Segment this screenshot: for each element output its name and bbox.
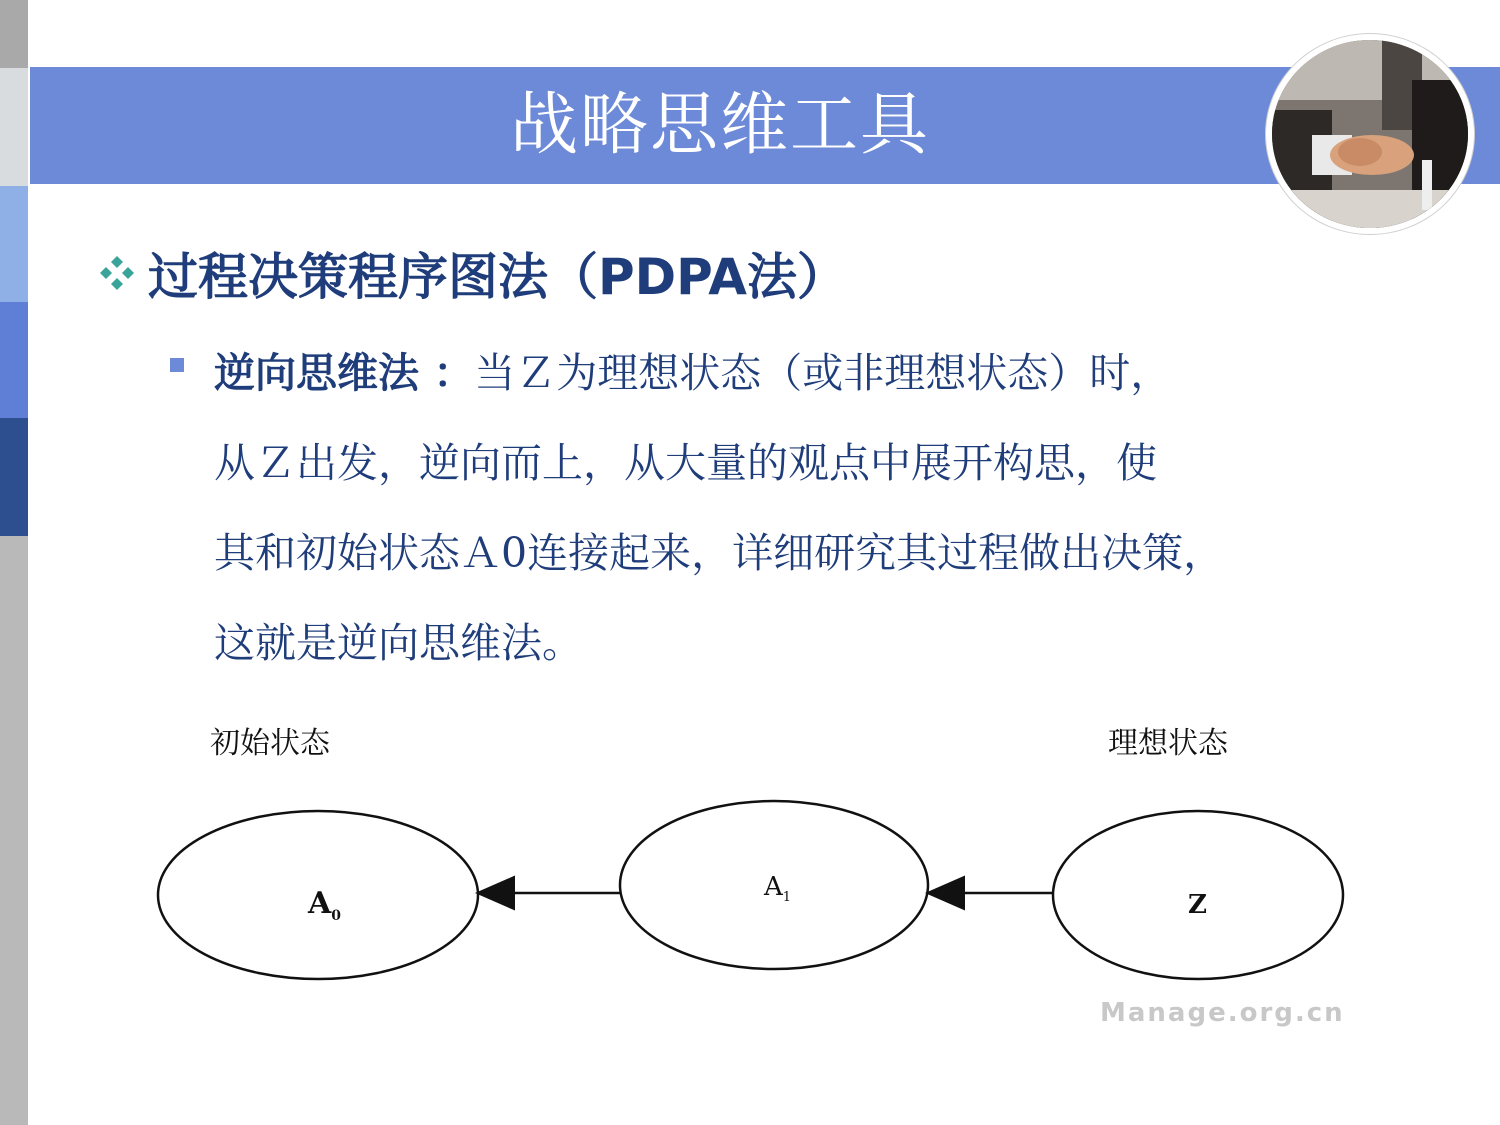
body-line-text: 这就是逆向思维法。 <box>214 619 583 667</box>
body-line <box>168 508 1428 598</box>
slide-title: 战略思维工具 <box>509 86 930 165</box>
node-z-label: Z <box>1188 890 1207 920</box>
node-a0-subscript: 0 <box>331 908 342 924</box>
node-a0-text: A <box>308 886 332 921</box>
side-color-strip <box>0 0 28 1125</box>
reverse-thinking-diagram <box>128 684 1360 1044</box>
body-line-text: 从Ｚ出发，逆向而上，从大量的观点中展开构思，使 <box>214 439 1157 487</box>
strip-segment <box>0 536 28 1125</box>
body-line <box>168 418 1428 508</box>
node-a0-label <box>308 886 341 924</box>
strip-segment <box>0 186 28 302</box>
watermark-text: Manage.org.cn <box>1100 998 1345 1028</box>
label-ideal-state: 理想状态 <box>1108 726 1228 761</box>
node-a1-label <box>764 872 791 905</box>
section-heading <box>92 238 847 308</box>
term-colon: ： <box>419 349 475 397</box>
term-text: 逆向思维法 <box>214 349 419 397</box>
body-paragraph <box>168 328 1428 688</box>
strip-segment <box>0 68 28 186</box>
diamond-cluster-icon <box>92 248 142 298</box>
heading-text: 过程决策程序图法（PDPA法） <box>148 248 847 306</box>
label-initial-state: 初始状态 <box>210 726 330 761</box>
node-a1-text: A <box>764 872 783 902</box>
body-line <box>168 598 1428 688</box>
handshake-illustration <box>1272 40 1468 228</box>
handshake-photo <box>1266 34 1474 234</box>
strip-segment <box>0 302 28 418</box>
square-bullet-icon <box>170 358 184 372</box>
strip-segment <box>0 0 28 68</box>
strip-segment <box>0 418 28 536</box>
body-line <box>168 328 1428 418</box>
body-line-text: 其和初始状态Ａ0连接起来，详细研究其过程做出决策， <box>214 529 1225 577</box>
photo-image <box>1272 40 1468 228</box>
node-a1-subscript: 1 <box>782 890 792 906</box>
body-line-text: 当Ｚ为理想状态（或非理想状态）时， <box>474 349 1172 397</box>
